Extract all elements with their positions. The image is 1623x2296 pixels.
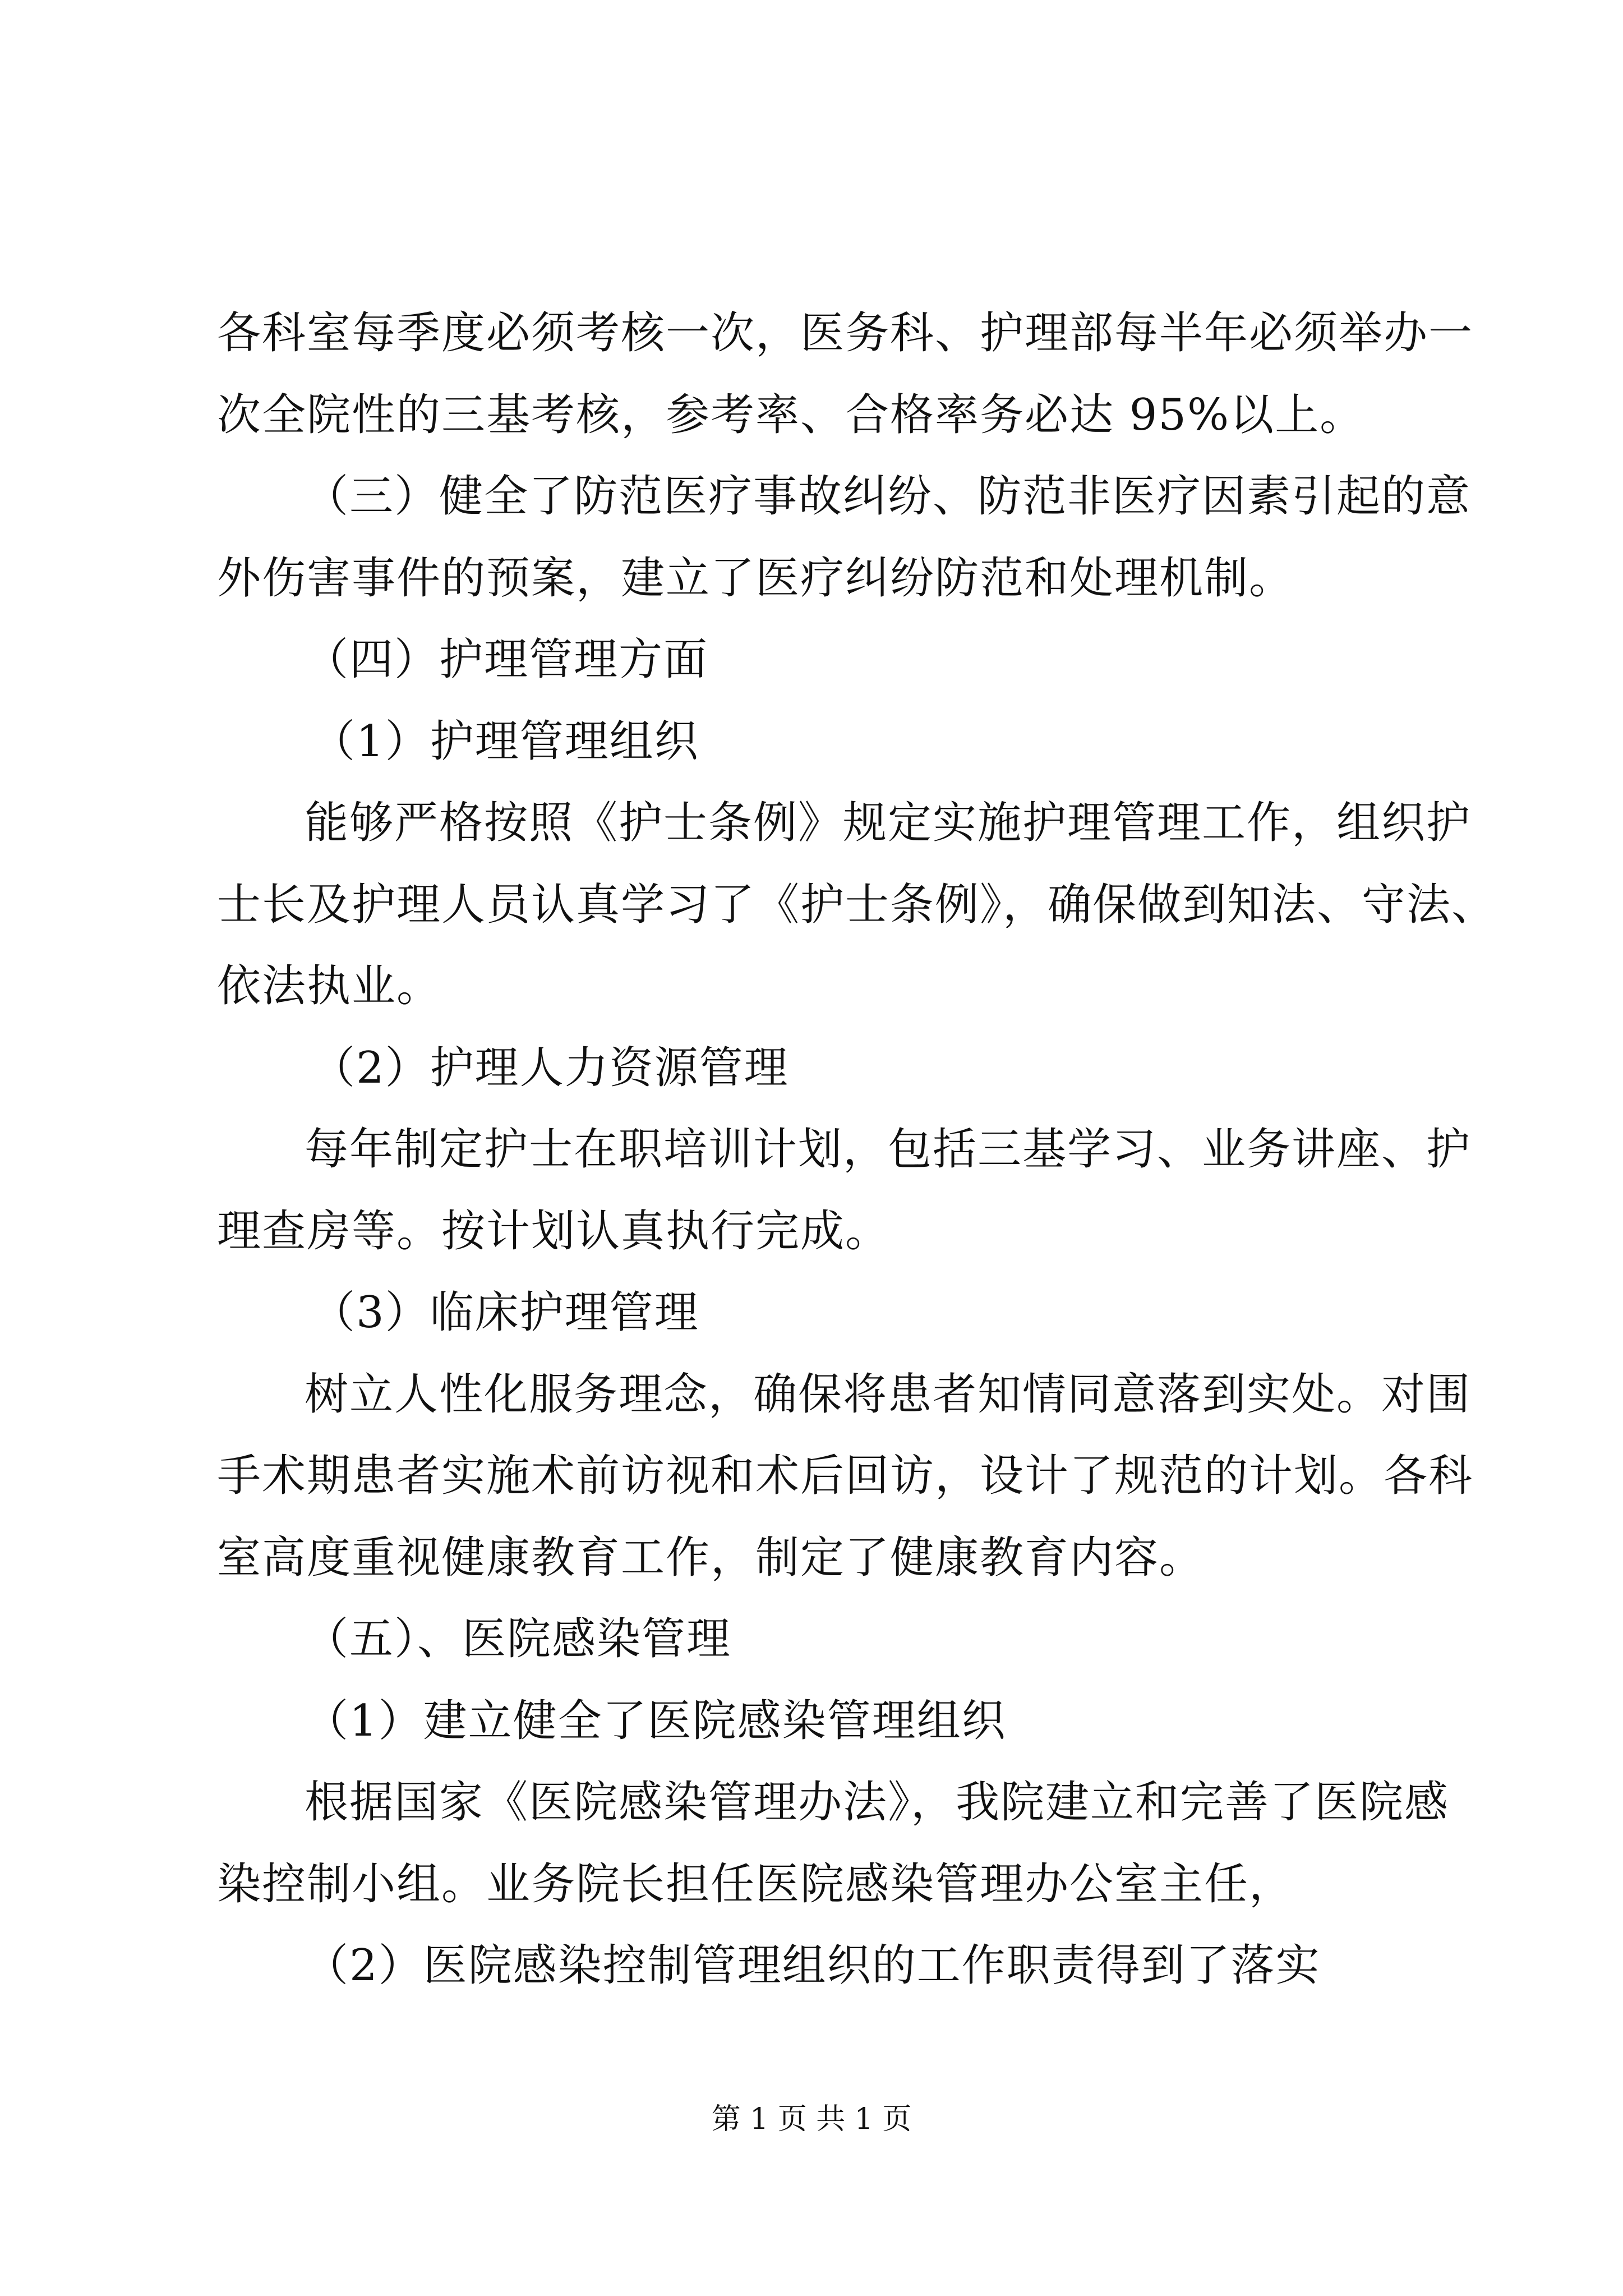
paragraph-line: 理查房等。按计划认真执行完成。 <box>217 1205 891 1257</box>
paragraph-line: 手术期患者实施术前访视和术后回访，设计了规范的计划。各科 <box>217 1451 1474 1501</box>
paragraph-line: 次全院性的三基考核，参考率、合格率务必达 95%以上。 <box>217 389 1365 440</box>
paragraph-line: 外伤害事件的预案，建立了医疗纠纷防范和处理机制。 <box>217 553 1294 604</box>
subsection-heading: （1）护理管理组织 <box>311 716 699 767</box>
paragraph-line: 染控制小组。业务院长担任医院感染管理办公室主任， <box>217 1858 1294 1910</box>
paragraph-line: 树立人性化服务理念，确保将患者知情同意落到实处。对围 <box>305 1369 1472 1420</box>
paragraph-line: 能够严格按照《护士条例》规定实施护理管理工作，组织护 <box>305 798 1472 848</box>
section-heading: （五）、医院感染管理 <box>305 1614 732 1664</box>
paragraph-line: 各科室每季度必须考核一次，医务科、护理部每半年必须举办一 <box>217 308 1474 358</box>
paragraph-line: 根据国家《医院感染管理办法》，我院建立和完善了医院感 <box>305 1777 1450 1828</box>
page-footer: 第 1 页 共 1 页 <box>711 2102 912 2136</box>
section-heading: （四）护理管理方面 <box>305 634 709 685</box>
subsection-heading: （3）临床护理管理 <box>311 1287 699 1338</box>
subsection-heading: （1）建立健全了医院感染管理组织 <box>305 1695 1007 1746</box>
subsection-heading: （2）护理人力资源管理 <box>311 1042 789 1093</box>
paragraph-line: 依法执业。 <box>217 961 442 1011</box>
paragraph-line: 室高度重视健康教育工作，制定了健康教育内容。 <box>217 1532 1205 1583</box>
document-body <box>217 293 1497 2007</box>
paragraph-line: 士长及护理人员认真学习了《护士条例》，确保做到知法、守法、 <box>217 879 1497 930</box>
subsection-heading: （2）医院感染控制管理组织的工作职责得到了落实 <box>305 1940 1321 1991</box>
paragraph-line: 每年制定护士在职培训计划，包括三基学习、业务讲座、护 <box>305 1124 1472 1175</box>
section-heading: （三）健全了防范医疗事故纠纷、防范非医疗因素引起的意 <box>305 471 1472 522</box>
